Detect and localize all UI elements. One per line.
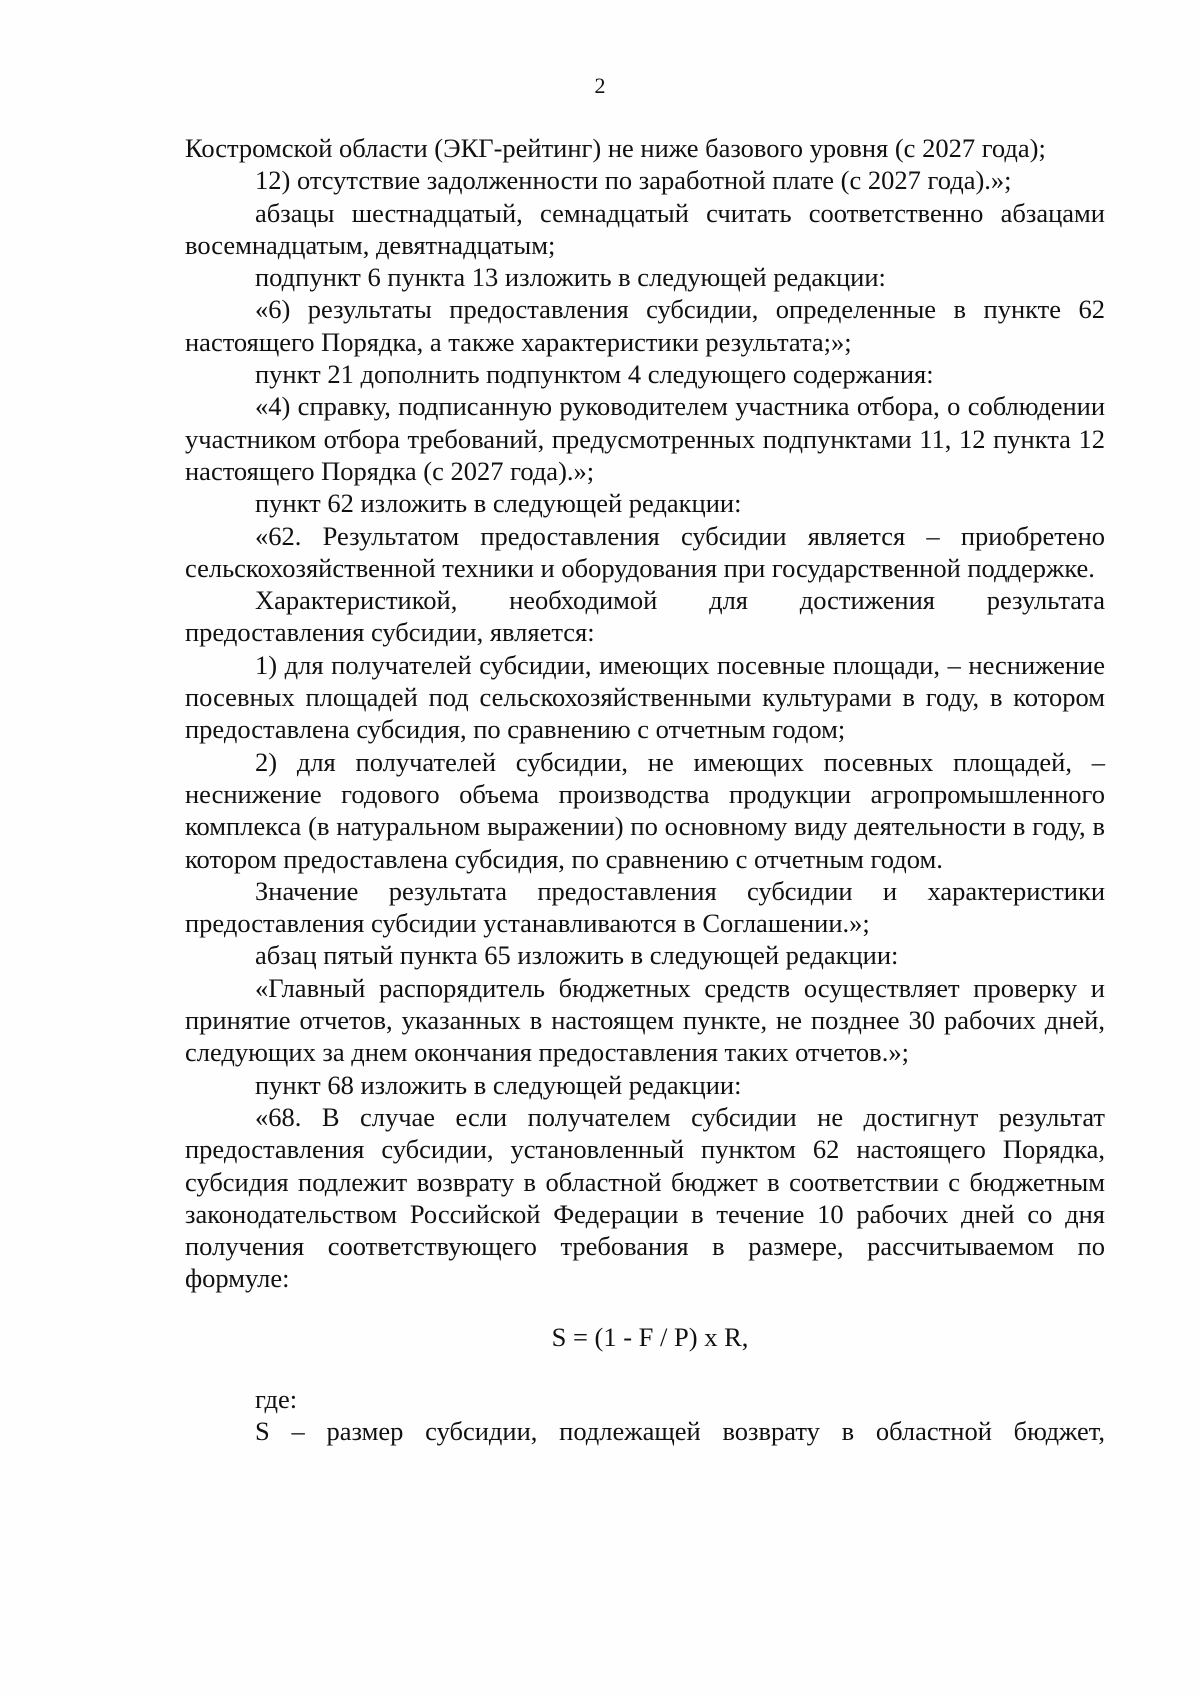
paragraph: «4) справку, подписанную руководителем участника отбора, о соблюдении участником отбора требований, предусмотренных подпунктами 11, 12 пункта 12 настоящего Порядка (с 2027 года).»;: [185, 391, 1105, 486]
paragraph: пункт 21 дополнить подпунктом 4 следующего содержания:: [255, 359, 934, 390]
paragraph: где:: [255, 1383, 298, 1414]
paragraph: «Главный распорядитель бюджетных средств осуществляет проверку и принятие отчетов, указанных в настоящем пункте, не позднее 30 рабочих дней, следующих за днем окончания предоставления таких отчетов.»;: [185, 972, 1105, 1068]
paragraph: «62. Результатом предоставления субсидии является – приобретено сельскохозяйственной техники и оборудования при государственной поддержке.: [185, 520, 1105, 583]
paragraph: Характеристикой, необходимой для достижения результата предоставления субсидии, является:: [185, 585, 1105, 648]
document-body: [185, 132, 1105, 1448]
paragraph: 2) для получателей субсидии, не имеющих посевных площадей, – неснижение годового объема производства продукции агропромышленного комплекса (в натуральном выражении) по основному виду деятельности в году, в котором предоставлена субсидия, по сравнению с отчетным годом.: [185, 746, 1105, 874]
paragraph: абзац пятый пункта 65 изложить в следующей редакции:: [255, 940, 899, 971]
paragraph: «68. В случае если получателем субсидии не достигнут результат предоставления субсидии, установленный пунктом 62 настоящего Порядка, субсидия подлежит возврату в областной бюджет в соответствии с бюджетным законодательством Российской Федерации в течение 10 рабочих дней со дня получения соответствующего требования в размере, рассчитываемом по формуле:: [185, 1101, 1105, 1294]
paragraph: S – размер субсидии, подлежащей возврату в областной бюджет,: [255, 1416, 1105, 1447]
paragraph: абзацы шестнадцатый, семнадцатый считать соответственно абзацами восемнадцатым, девятнадцатым;: [185, 197, 1105, 260]
paragraph: пункт 62 изложить в следующей редакции:: [255, 488, 742, 519]
paragraph: подпункт 6 пункта 13 изложить в следующей редакции:: [255, 262, 886, 293]
paragraph: пункт 68 изложить в следующей редакции:: [255, 1069, 742, 1100]
paragraph: «6) результаты предоставления субсидии, определенные в пункте 62 настоящего Порядка, а также характеристики результата;»;: [185, 294, 1105, 357]
page-number: 2: [594, 73, 606, 98]
paragraph: Значение результата предоставления субсидии и характеристики предоставления субсидии устанавливаются в Соглашении.»;: [185, 875, 1105, 939]
formula: S = (1 - F / P) x R,: [551, 1321, 749, 1352]
paragraph: 1) для получателей субсидии, имеющих посевные площади, – неснижение посевных площадей под сельскохозяйственными культурами в году, в котором предоставлена субсидия, по сравнению с отчетным годом;: [185, 649, 1105, 745]
paragraph: Костромской области (ЭКГ-рейтинг) не ниже базового уровня (с 2027 года);: [185, 133, 1046, 163]
paragraph: 12) отсутствие задолженности по заработной плате (с 2027 года).»;: [255, 165, 1012, 196]
